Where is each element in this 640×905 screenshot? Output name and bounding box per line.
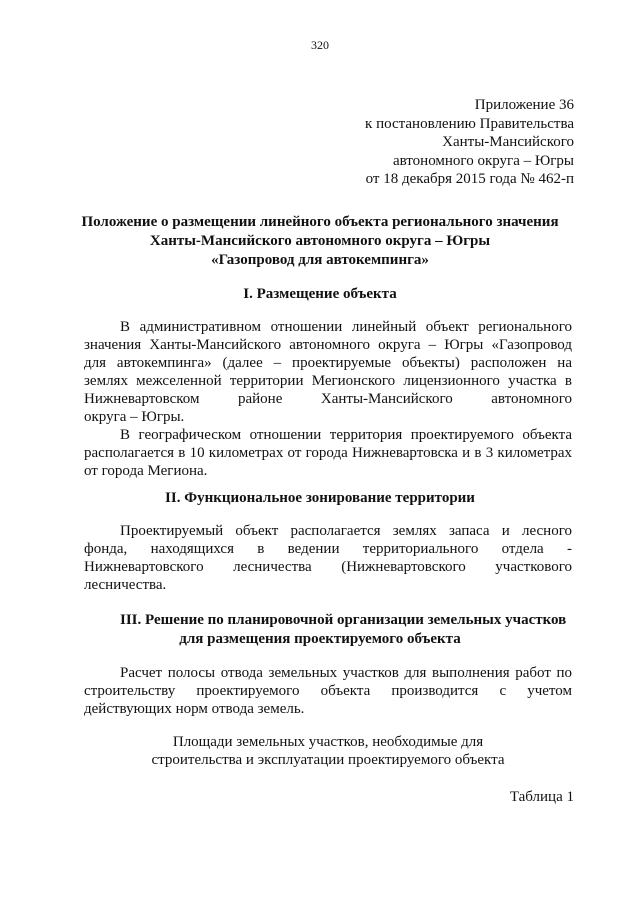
section-1-paragraph-2 — [84, 427, 572, 481]
text-line: фонда, находящихся в ведении территориального отдела - — [84, 540, 572, 557]
title-line: «Газопровод для автокемпинга» — [211, 252, 429, 268]
text-line: Нижневартовском районе Ханты-Мансийского автономного — [84, 390, 572, 407]
text-line: Расчет полосы отвода земельных участков для выполнения работ по — [120, 665, 572, 681]
section-3-heading: III. Решение по планировочной организации земельных участков — [120, 612, 567, 628]
text-line: В административном отношении линейный объект регионального — [120, 319, 572, 335]
text-line: строительству проектируемого объекта производится с учетом — [84, 682, 572, 699]
section-3-paragraph-1 — [84, 665, 572, 719]
table-label: Таблица 1 — [509, 789, 574, 805]
title-line: Ханты-Мансийского автономного округа – Югры — [149, 233, 491, 249]
text-line: для автокемпинга» (далее – проектируемые объекты) расположен на — [84, 354, 572, 371]
section-1-paragraph-1 — [84, 319, 572, 426]
section-3-heading-continued: для размещения проектируемого объекта — [179, 631, 461, 647]
appendix-block — [365, 96, 574, 189]
text-line: Нижневартовского лесничества (Нижневартовского участкового — [84, 558, 572, 575]
table-caption — [84, 733, 572, 769]
text-line: действующих норм отвода земель. — [84, 700, 305, 717]
document-title — [60, 213, 580, 270]
appendix-line: от 18 декабря 2015 года № 462-п — [365, 171, 574, 188]
caption-line: строительства и эксплуатации проектируемого объекта — [151, 752, 505, 768]
text-line: располагается в 10 километрах от города Нижневартовска и в 3 километрах — [84, 444, 572, 461]
section-2-heading: II. Функциональное зонирование территории — [165, 490, 475, 506]
title-line: Положение о размещении линейного объекта регионального значения — [81, 214, 559, 230]
section-1-heading: I. Размещение объекта — [243, 286, 397, 302]
text-line: лесничества. — [84, 576, 167, 593]
text-line: округа – Югры. — [84, 408, 185, 425]
appendix-line: Приложение 36 — [474, 97, 574, 113]
text-line: от города Мегиона. — [84, 462, 208, 479]
text-line: Проектируемый объект располагается землях запаса и лесного — [120, 523, 572, 539]
section-2-paragraph-1 — [84, 523, 572, 595]
appendix-line: Ханты-Мансийского — [442, 134, 574, 151]
caption-line: Площади земельных участков, необходимые для — [172, 734, 484, 750]
text-line: значения Ханты-Мансийского автономного округа – Югры «Газопровод — [84, 336, 572, 353]
appendix-line: к постановлению Правительства — [365, 115, 574, 132]
text-line: В географическом отношении территория проектируемого объекта — [120, 427, 572, 443]
text-line: землях межселенной территории Мегионского лицензионного участка в — [84, 372, 572, 389]
page-number: 320 — [311, 38, 329, 52]
appendix-line: автономного округа – Югры — [392, 152, 574, 169]
